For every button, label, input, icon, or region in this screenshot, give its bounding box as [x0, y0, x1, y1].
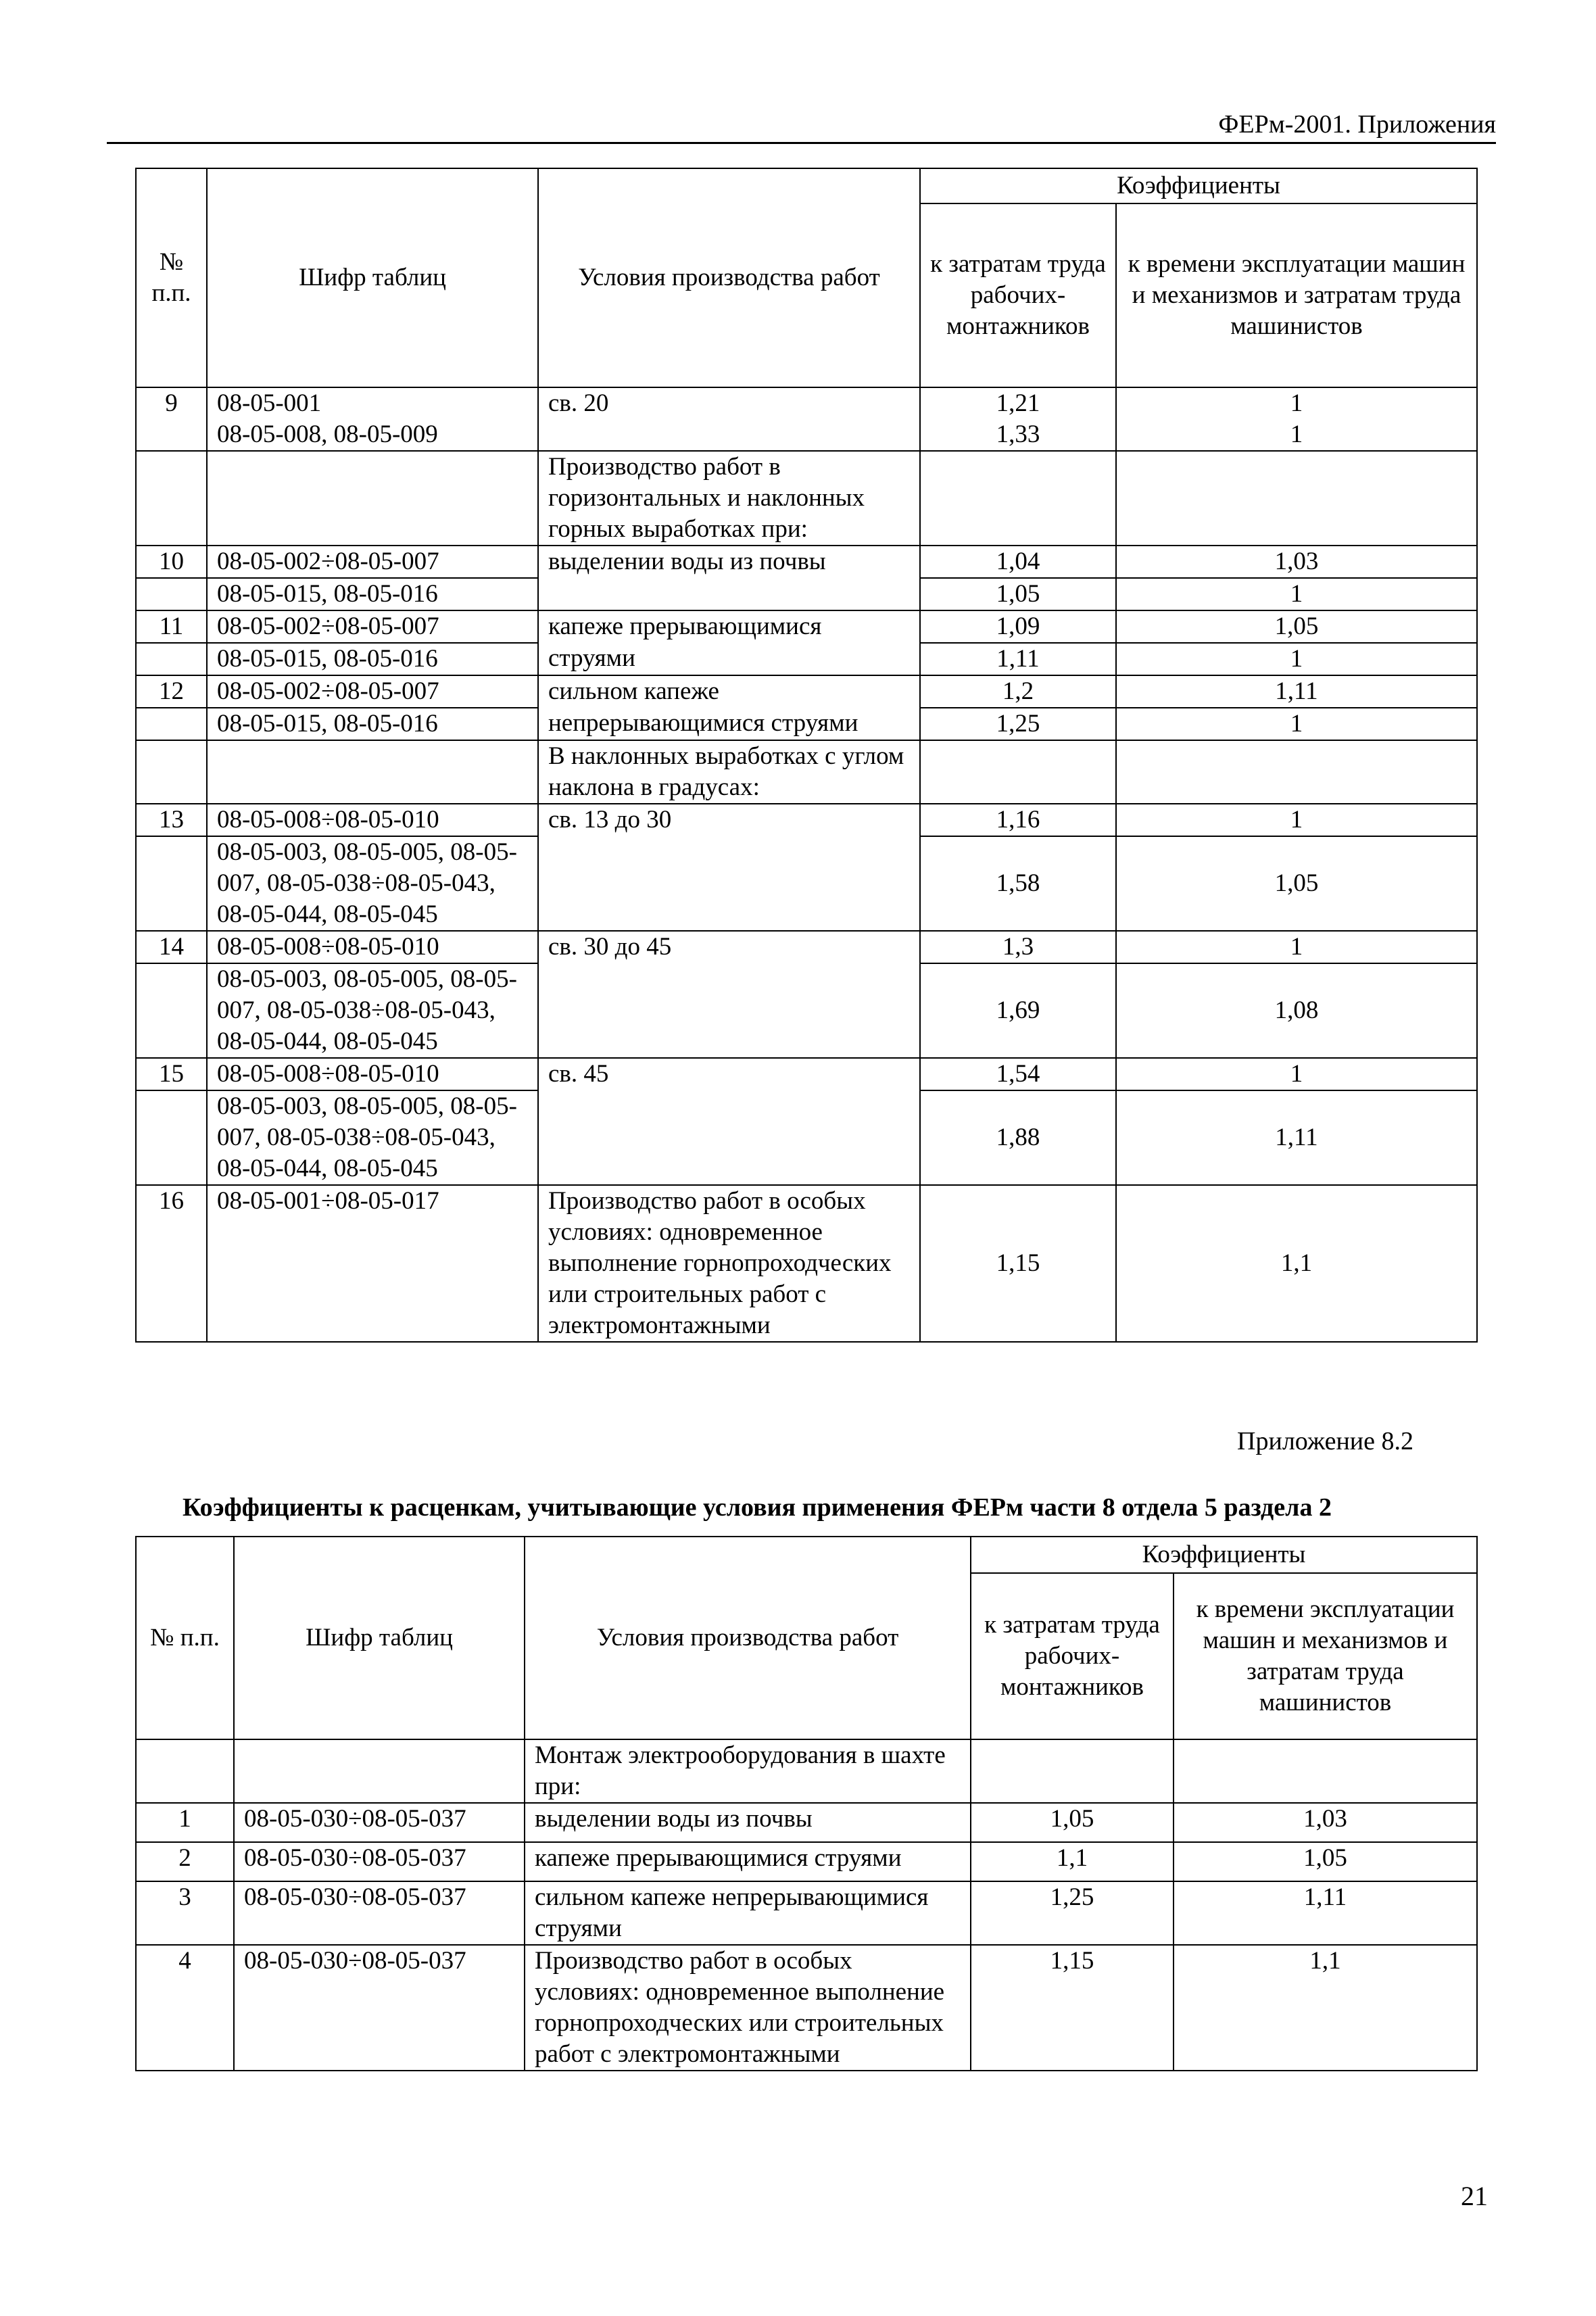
- table-cell: 11: [136, 610, 207, 643]
- table-cell: 1,09: [920, 610, 1116, 643]
- table-cell: [971, 1739, 1174, 1803]
- table-cell: [207, 451, 538, 546]
- table-cell: 1,15: [920, 1185, 1116, 1342]
- table-cell: [136, 740, 207, 804]
- table-cell: выделении воды из почвы: [525, 1803, 971, 1842]
- table-cell: 1,11: [920, 643, 1116, 675]
- col-machine-header: к времени эксплуатации машин и механизмов и затратам труда машинистов: [1174, 1573, 1477, 1739]
- table-cell: 08-05-001: [207, 387, 538, 419]
- table2-title: Коэффициенты к расценкам, учитывающие условия применения ФЕРм части 8 отдела 5 раздела 2: [183, 1493, 1332, 1522]
- col-machine-header: к времени эксплуатации машин и механизмов и затратам труда машинистов: [1116, 203, 1477, 387]
- col-labor-header: к затратам труда рабочих-монтажников: [971, 1573, 1174, 1739]
- table-cell: 1,08: [1116, 963, 1477, 1058]
- table-row: [136, 578, 1477, 610]
- table-cell: 08-05-030÷08-05-037: [234, 1881, 525, 1945]
- table-cell: 12: [136, 675, 207, 708]
- table-cell: 1,88: [920, 1090, 1116, 1185]
- table-cell: 1,25: [971, 1881, 1174, 1945]
- table-cell: 1: [136, 1803, 234, 1842]
- table-cell: 1,3: [920, 931, 1116, 963]
- table-cell: 1,1: [1174, 1945, 1477, 2071]
- table-cell: [538, 419, 920, 451]
- table-cell: 08-05-003, 08-05-005, 08-05-007, 08-05-038÷08-05-043, 08-05-044, 08-05-045: [207, 963, 538, 1058]
- table-cell: 1: [1116, 931, 1477, 963]
- table-cell: 1,58: [920, 836, 1116, 931]
- table-cell: [136, 643, 207, 675]
- table-cell: 08-05-015, 08-05-016: [207, 708, 538, 740]
- table-cell: капеже прерывающимися: [538, 610, 920, 643]
- col-code-header: Шифр таблиц: [234, 1537, 525, 1739]
- table-cell: 08-05-030÷08-05-037: [234, 1945, 525, 2071]
- table-cell: 1,54: [920, 1058, 1116, 1090]
- table-cell: 08-05-003, 08-05-005, 08-05-007, 08-05-038÷08-05-043, 08-05-044, 08-05-045: [207, 836, 538, 931]
- table-row: [136, 546, 1477, 578]
- table-cell: струями: [538, 643, 920, 675]
- table-cell: [207, 740, 538, 804]
- table-row: [136, 610, 1477, 643]
- table-cell: [538, 578, 920, 610]
- table-cell: 1: [1116, 578, 1477, 610]
- table-cell: 10: [136, 546, 207, 578]
- table-cell: 2: [136, 1842, 234, 1881]
- table-cell: сильном капеже непрерывающимися струями: [525, 1881, 971, 1945]
- table-cell: [136, 451, 207, 546]
- col-num-header: № п.п.: [136, 1537, 234, 1739]
- table-row: [136, 931, 1477, 963]
- table-cell: св. 30 до 45: [538, 931, 920, 1058]
- table-cell: 08-05-002÷08-05-007: [207, 675, 538, 708]
- table-cell: 08-05-003, 08-05-005, 08-05-007, 08-05-038÷08-05-043, 08-05-044, 08-05-045: [207, 1090, 538, 1185]
- table-cell: [136, 1739, 234, 1803]
- table-cell: 1,2: [920, 675, 1116, 708]
- table-cell: 08-05-030÷08-05-037: [234, 1842, 525, 1881]
- coefficients-table-1: [135, 168, 1478, 1343]
- table-cell: 1,05: [1116, 610, 1477, 643]
- table-cell: 1: [1116, 804, 1477, 836]
- table-cell: 08-05-001÷08-05-017: [207, 1185, 538, 1342]
- table-cell: 1: [1116, 643, 1477, 675]
- table-cell: 15: [136, 1058, 207, 1090]
- col-coef-header: Коэффициенты: [920, 168, 1477, 203]
- table-cell: 08-05-030÷08-05-037: [234, 1803, 525, 1842]
- table-row: [136, 451, 1477, 546]
- col-num-header: № п.п.: [136, 168, 207, 387]
- col-coef-header: Коэффициенты: [971, 1537, 1477, 1573]
- table-cell: 08-05-008÷08-05-010: [207, 931, 538, 963]
- table-cell: 4: [136, 1945, 234, 2071]
- table-row: [136, 708, 1477, 740]
- table-cell: 9: [136, 387, 207, 419]
- table-cell: 1: [1116, 1058, 1477, 1090]
- table-cell: выделении воды из почвы: [538, 546, 920, 578]
- table-cell: [1116, 451, 1477, 546]
- table-cell: 1,11: [1116, 675, 1477, 708]
- table-cell: 1: [1116, 419, 1477, 451]
- table-cell: 1,1: [971, 1842, 1174, 1881]
- table-cell: 1,05: [1174, 1842, 1477, 1881]
- table-cell: [136, 708, 207, 740]
- table-cell: Производство работ в особых условиях: одновременное выполнение горнопроходческих или строительных работ с электромонтажными: [525, 1945, 971, 2071]
- coefficients-table-2: [135, 1536, 1478, 2071]
- appendix-label: Приложение 8.2: [1237, 1427, 1413, 1455]
- table-cell: Монтаж электрооборудования в шахте при:: [525, 1739, 971, 1803]
- table-cell: 08-05-008÷08-05-010: [207, 804, 538, 836]
- col-cond-header: Условия производства работ: [525, 1537, 971, 1739]
- table-row: [136, 1945, 1477, 2071]
- table-cell: 16: [136, 1185, 207, 1342]
- table-row: [136, 387, 1477, 419]
- table-cell: 1,1: [1116, 1185, 1477, 1342]
- table-cell: 1,16: [920, 804, 1116, 836]
- table-cell: 08-05-015, 08-05-016: [207, 643, 538, 675]
- table-cell: 1,11: [1116, 1090, 1477, 1185]
- table-row: [136, 1881, 1477, 1945]
- table-cell: 1,03: [1174, 1803, 1477, 1842]
- table-cell: Производство работ в горизонтальных и наклонных горных выработках при:: [538, 451, 920, 546]
- table-cell: сильном капеже: [538, 675, 920, 708]
- table-cell: 1,25: [920, 708, 1116, 740]
- table-cell: непрерывающимися струями: [538, 708, 920, 740]
- table-row: [136, 740, 1477, 804]
- table-cell: 1: [1116, 387, 1477, 419]
- table-row: [136, 1058, 1477, 1090]
- table-row: [136, 1842, 1477, 1881]
- table-cell: св. 45: [538, 1058, 920, 1185]
- table-cell: [1174, 1739, 1477, 1803]
- col-labor-header: к затратам труда рабочих-монтажников: [920, 203, 1116, 387]
- table-cell: [136, 963, 207, 1058]
- table-cell: 1,15: [971, 1945, 1174, 2071]
- table-cell: 1,11: [1174, 1881, 1477, 1945]
- page-number: 21: [1461, 2181, 1488, 2211]
- table-row: [136, 643, 1477, 675]
- table-cell: [234, 1739, 525, 1803]
- table-cell: 3: [136, 1881, 234, 1945]
- table-cell: 08-05-008÷08-05-010: [207, 1058, 538, 1090]
- col-cond-header: Условия производства работ: [538, 168, 920, 387]
- table-cell: 14: [136, 931, 207, 963]
- table-cell: 1,69: [920, 963, 1116, 1058]
- table-cell: 08-05-008, 08-05-009: [207, 419, 538, 451]
- table-cell: [136, 419, 207, 451]
- table-row: [136, 419, 1477, 451]
- table-cell: св. 20: [538, 387, 920, 419]
- table-cell: [136, 836, 207, 931]
- table-cell: 1,21: [920, 387, 1116, 419]
- table-cell: 1,03: [1116, 546, 1477, 578]
- table-cell: 1,33: [920, 419, 1116, 451]
- table-cell: 1: [1116, 708, 1477, 740]
- header-title: ФЕРм-2001. Приложения: [1218, 110, 1496, 139]
- table-cell: [920, 740, 1116, 804]
- table-row: [136, 675, 1477, 708]
- table-cell: [920, 451, 1116, 546]
- table-cell: [136, 1090, 207, 1185]
- table-row: [136, 1803, 1477, 1842]
- table-cell: 08-05-002÷08-05-007: [207, 610, 538, 643]
- table-cell: 08-05-015, 08-05-016: [207, 578, 538, 610]
- table-cell: 13: [136, 804, 207, 836]
- table-cell: капеже прерывающимися струями: [525, 1842, 971, 1881]
- table-row: [136, 1739, 1477, 1803]
- table-cell: 1,05: [971, 1803, 1174, 1842]
- table-cell: 1,04: [920, 546, 1116, 578]
- table-row: [136, 1185, 1477, 1342]
- table-cell: 08-05-002÷08-05-007: [207, 546, 538, 578]
- col-code-header: Шифр таблиц: [207, 168, 538, 387]
- table-row: [136, 804, 1477, 836]
- table-cell: [136, 578, 207, 610]
- page-header: [107, 108, 1496, 144]
- table-cell: 1,05: [1116, 836, 1477, 931]
- table-cell: св. 13 до 30: [538, 804, 920, 931]
- table-cell: В наклонных выработках с углом наклона в градусах:: [538, 740, 920, 804]
- table-cell: Производство работ в особых условиях: одновременное выполнение горнопроходческих или строительных работ с электромонтажными: [538, 1185, 920, 1342]
- table-cell: 1,05: [920, 578, 1116, 610]
- table-cell: [1116, 740, 1477, 804]
